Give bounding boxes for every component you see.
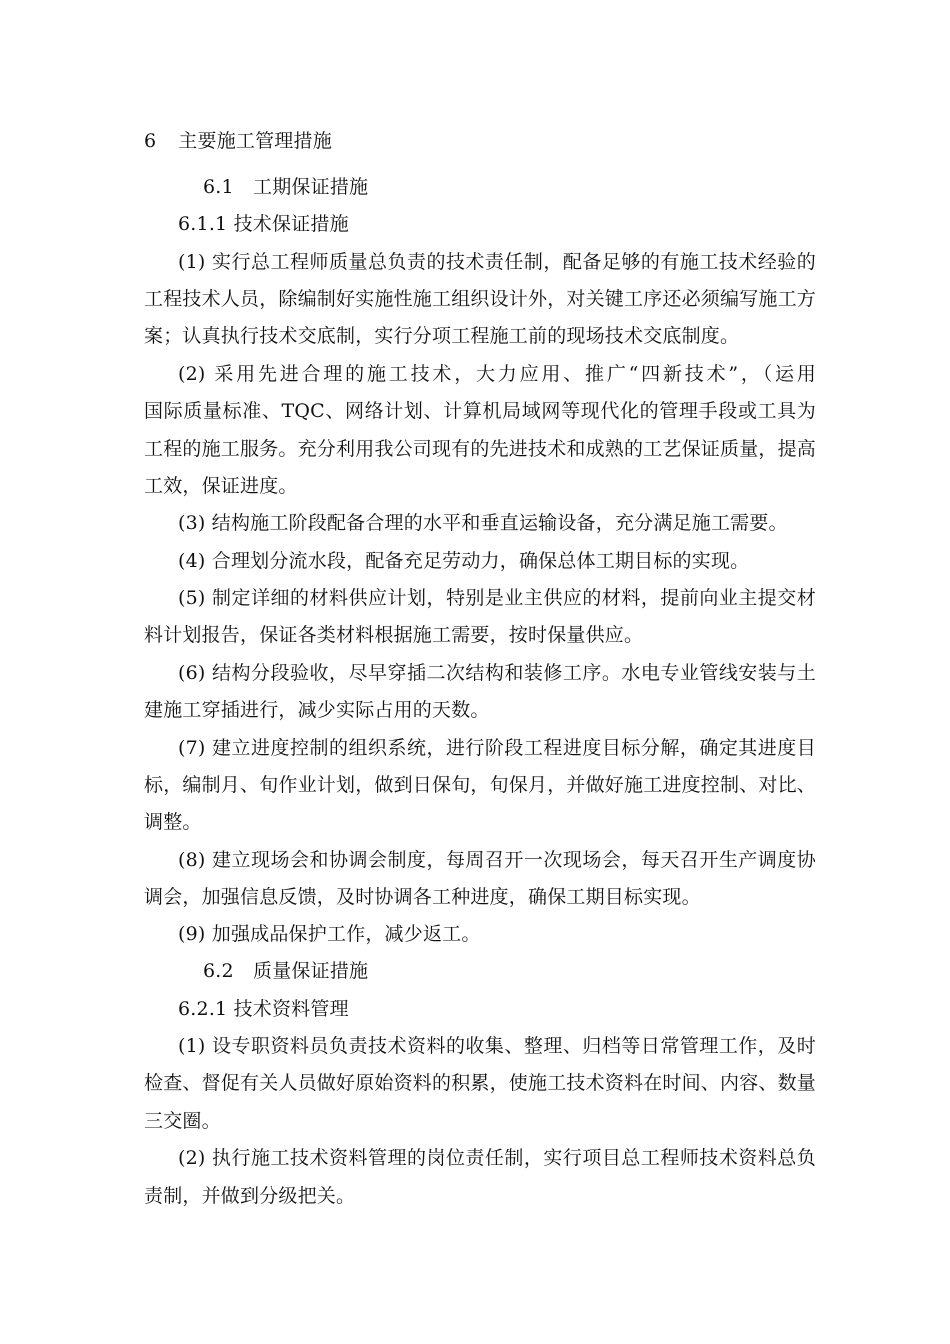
- paragraph-line: (2) 执行施工技术资料管理的岗位责任制，实行项目总工程师技术资料总负: [178, 1147, 816, 1169]
- paragraph-line: 工效，保证进度。: [144, 475, 298, 497]
- paragraph-line: (9) 加强成品保护工作，减少返工。: [178, 923, 481, 945]
- paragraph-line: 建施工穿插进行，减少实际占用的天数。: [144, 699, 490, 721]
- paragraph-line: 工程的施工服务。充分利用我公司现有的先进技术和成熟的工艺保证质量，提高: [144, 438, 816, 460]
- paragraph-line: (7) 建立进度控制的组织系统，进行阶段工程进度目标分解，确定其进度目: [178, 737, 816, 759]
- paragraph-line: 责制，并做到分级把关。: [144, 1185, 356, 1207]
- paragraph-line: 工程技术人员，除编制好实施性施工组织设计外，对关键工序还必须编写施工方: [144, 288, 816, 310]
- section-number: 6: [144, 130, 157, 152]
- paragraph-line: (1) 实行总工程师质量总负责的技术责任制，配备足够的有施工技术经验的: [178, 251, 816, 273]
- paragraph-line: 调整。: [144, 811, 202, 833]
- paragraph-line: (5) 制定详细的材料供应计划，特别是业主供应的材料，提前向业主提交材: [178, 587, 816, 609]
- paragraph-line: 检查、督促有关人员做好原始资料的积累，使施工技术资料在时间、内容、数量: [144, 1072, 816, 1094]
- paragraph-line: (4) 合理划分流水段，配备充足劳动力，确保总体工期目标的实现。: [178, 550, 750, 572]
- subsection-heading-6-2: 6.2 质量保证措施: [203, 960, 369, 982]
- paragraph-line: (1) 设专职资料员负责技术资料的收集、整理、归档等日常管理工作，及时: [178, 1035, 816, 1057]
- subsubsection-heading-6-2-1: 6.2.1 技术资料管理: [178, 998, 349, 1020]
- paragraph-line: 调会，加强信息反馈，及时协调各工种进度，确保工期目标实现。: [144, 886, 701, 908]
- subsubsection-heading-6-1-1: 6.1.1 技术保证措施: [178, 213, 349, 235]
- section-heading: [144, 129, 816, 153]
- paragraph-line: (3) 结构施工阶段配备合理的水平和垂直运输设备，充分满足施工需要。: [178, 512, 788, 534]
- paragraph-line: 料计划报告，保证各类材料根据施工需要，按时保量供应。: [144, 624, 644, 646]
- paragraph-line: (8) 建立现场会和协调会制度，每周召开一次现场会，每天召开生产调度协: [178, 849, 816, 871]
- paragraph-line: (2) 采用先进合理的施工技术，大力应用、推广“四新技术”，（运用: [178, 363, 816, 385]
- paragraph-line: (6) 结构分段验收，尽早穿插二次结构和装修工序。水电专业管线安装与土: [178, 662, 816, 684]
- paragraph-line: 三交圈。: [144, 1110, 221, 1132]
- paragraph-line: 国际质量标准、TQC、网络计划、计算机局域网等现代化的管理手段或工具为: [144, 400, 816, 422]
- section-title: 主要施工管理措施: [178, 130, 332, 152]
- paragraph-line: 案；认真执行技术交底制，实行分项工程施工前的现场技术交底制度。: [144, 325, 740, 347]
- subsection-heading-6-1: 6.1 工期保证措施: [203, 176, 369, 198]
- paragraph-line: 标，编制月、旬作业计划，做到日保旬，旬保月，并做好施工进度控制、对比、: [144, 774, 816, 796]
